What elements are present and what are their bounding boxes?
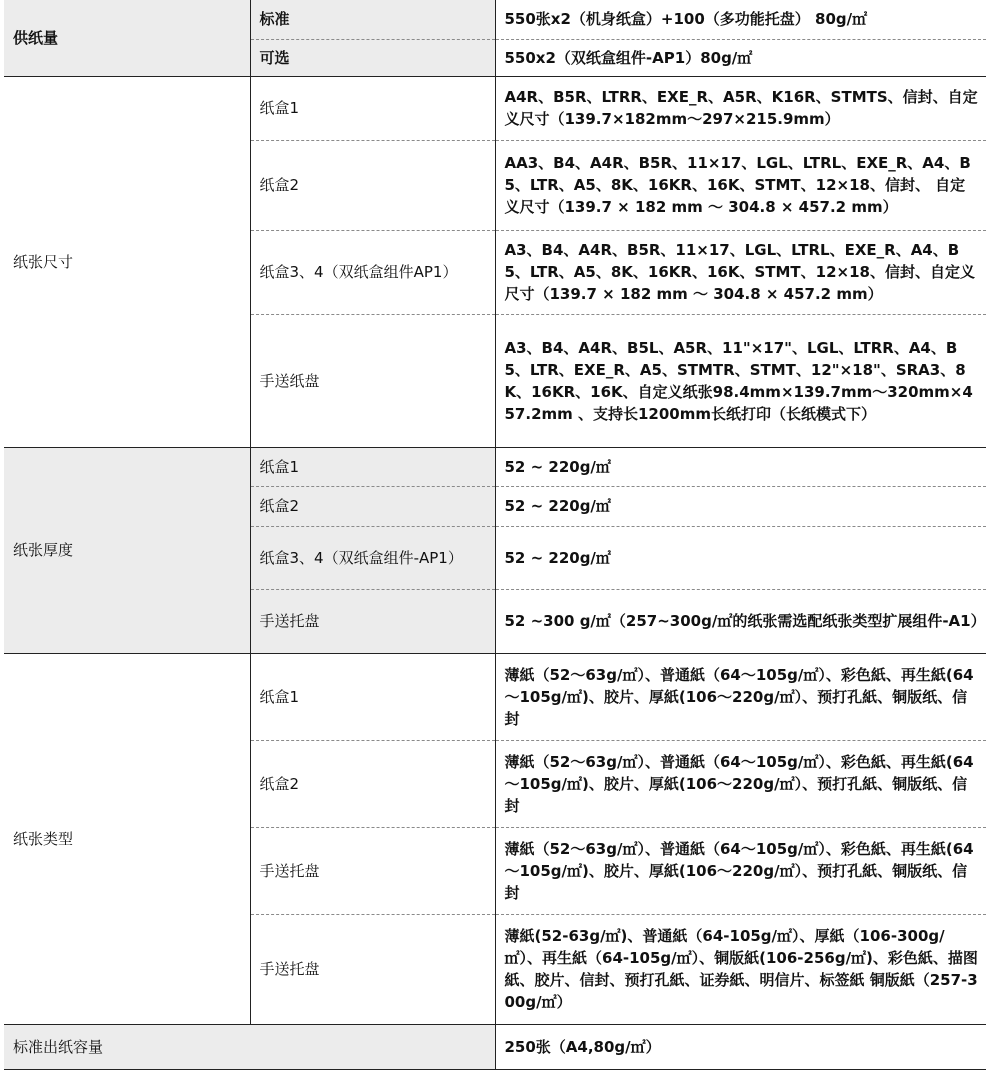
spec-value: 薄紙(52-63g/㎡)、普通紙（64-105g/㎡）、厚紙（106-300g/㎡）、再生紙（64-105g/㎡）、铜版紙(106-256g/㎡)、彩色紙、描图紙、胶片、信封、预打孔紙、证券紙、明信片、标签紙 铜版紙（257-300g/㎡）: [495, 914, 986, 1024]
sub-label: 纸盒2: [250, 486, 495, 526]
table-row: [4, 76, 986, 140]
spec-value: A3、B4、A4R、B5L、A5R、11"×17"、LGL、LTRR、A4、B5、LTR、EXE_R、A5、STMTR、STMT、12"×18"、SRA3、8K、16KR、16K、自定义纸张98.4mm×139.7mm～320mm×457.2mm 、支持长1200mm长纸打印（长纸模式下）: [495, 314, 986, 447]
group-label: 纸张厚度: [4, 447, 250, 653]
table-row: [4, 653, 986, 740]
sub-label: 标准: [250, 0, 495, 39]
spec-value: 52 ~ 220g/㎡: [495, 526, 986, 589]
sub-label: 纸盒2: [250, 140, 495, 230]
spec-value: 52 ~300 g/㎡（257~300g/㎡的纸张需选配纸张类型扩展组件-A1）: [495, 589, 986, 653]
spec-table: [4, 0, 986, 1070]
sub-label: 手送托盘: [250, 589, 495, 653]
sub-label: 纸盒3、4（双纸盒组件-AP1）: [250, 526, 495, 589]
sub-label: 纸盒1: [250, 76, 495, 140]
spec-value: A4R、B5R、LTRR、EXE_R、A5R、K16R、STMTS、信封、自定义尺寸（139.7×182mm～297×215.9mm）: [495, 76, 986, 140]
spec-value: 薄紙（52～63g/㎡）、普通紙（64～105g/㎡）、彩色紙、再生紙(64～105g/㎡)、胶片、厚紙(106～220g/㎡）、预打孔紙、铜版纸、信封: [495, 827, 986, 914]
sub-label: 纸盒1: [250, 653, 495, 740]
spec-value: A3、B4、A4R、B5R、11×17、LGL、LTRL、EXE_R、A4、B5、LTR、A5、8K、16KR、16K、STMT、12×18、信封、自定义尺寸（139.7 × 182 mm ～ 304.8 × 457.2 mm）: [495, 230, 986, 314]
table-row: [4, 1024, 986, 1069]
sub-label: 手送托盘: [250, 827, 495, 914]
sub-label: 纸盒3、4（双纸盒组件AP1）: [250, 230, 495, 314]
sub-label: 手送托盘: [250, 914, 495, 1024]
table-row: [4, 447, 986, 486]
spec-value: AA3、B4、A4R、B5R、11×17、LGL、LTRL、EXE_R、A4、B5、LTR、A5、8K、16KR、16K、STMT、12×18、信封、 自定义尺寸（139.7 × 182 mm ～ 304.8 × 457.2 mm）: [495, 140, 986, 230]
spec-value: 薄紙（52～63g/㎡）、普通紙（64～105g/㎡）、彩色紙、再生紙(64～105g/㎡)、胶片、厚紙(106～220g/㎡）、预打孔紙、铜版纸、信封: [495, 740, 986, 827]
sub-label: 手送纸盘: [250, 314, 495, 447]
group-label: 纸张类型: [4, 653, 250, 1024]
spec-value: 52 ~ 220g/㎡: [495, 447, 986, 486]
sub-label: 纸盒2: [250, 740, 495, 827]
group-label: 标准出纸容量: [4, 1024, 495, 1069]
sub-label: 可选: [250, 39, 495, 76]
group-label: 纸张尺寸: [4, 76, 250, 447]
spec-value: 550x2（双纸盒组件-AP1）80g/㎡: [495, 39, 986, 76]
spec-value: 550张x2（机身纸盒）+100（多功能托盘） 80g/㎡: [495, 0, 986, 39]
spec-value: 薄紙（52～63g/㎡）、普通紙（64～105g/㎡）、彩色紙、再生紙(64～105g/㎡)、胶片、厚紙(106～220g/㎡）、预打孔紙、铜版纸、信封: [495, 653, 986, 740]
group-label: 供纸量: [4, 0, 250, 76]
spec-value: 250张（A4,80g/㎡）: [495, 1024, 986, 1069]
sub-label: 纸盒1: [250, 447, 495, 486]
table-row: [4, 0, 986, 39]
spec-value: 52 ~ 220g/㎡: [495, 486, 986, 526]
